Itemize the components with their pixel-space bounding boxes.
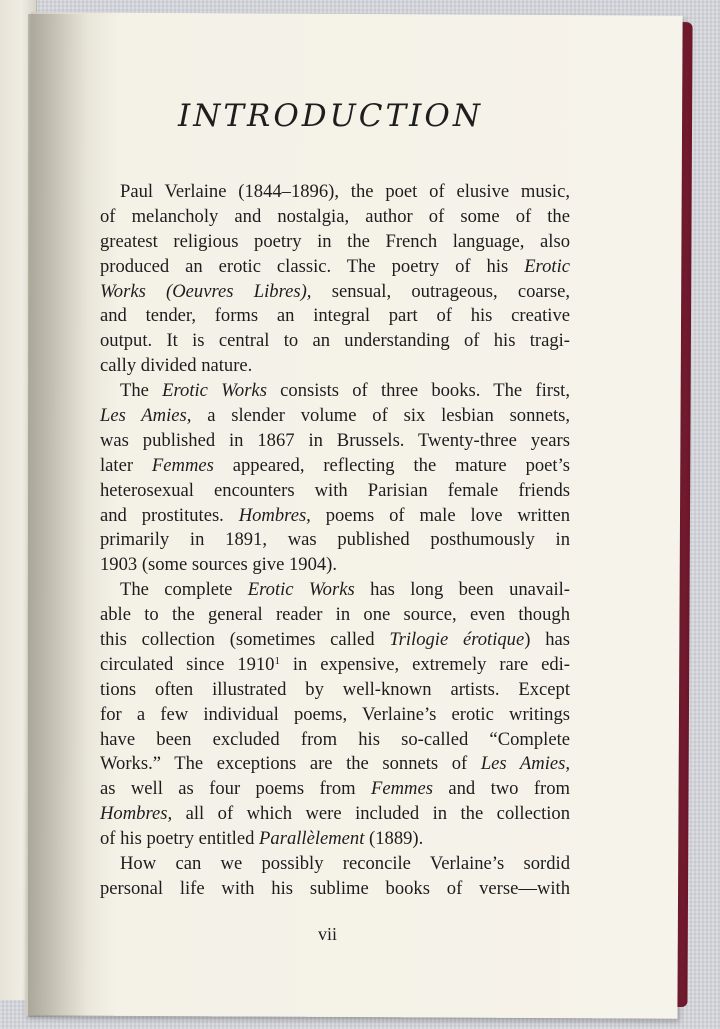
text-line: [100, 603, 570, 628]
text-run: tions often illustrated by well-known artists. Except: [100, 678, 570, 700]
text-line: [100, 354, 570, 379]
text-run: later: [100, 454, 152, 476]
text-line: [100, 777, 570, 802]
text-line: [100, 553, 570, 578]
text-line: [100, 678, 570, 703]
text-line: [100, 703, 570, 728]
introduction-body: [100, 180, 570, 902]
text-line: [100, 230, 570, 255]
text-line: [100, 205, 570, 230]
italic-title: Hombres,: [100, 803, 173, 825]
text-run: sensual, outrageous, coarse,: [311, 280, 570, 302]
text-line: [100, 329, 570, 354]
text-run: personal life with his sublime books of verse—with: [100, 877, 570, 899]
text-line: [100, 255, 570, 280]
text-line: [100, 802, 570, 827]
text-run: have been excluded from his so-called “Complete: [100, 728, 570, 750]
italic-title: Les Amies,: [100, 405, 192, 427]
text-line: [100, 877, 570, 902]
text-run: all of which were included in the collection: [172, 803, 570, 825]
text-run: The: [120, 380, 163, 402]
text-run: able to the general reader in one source, even though: [100, 604, 570, 626]
text-line: [100, 852, 570, 877]
text-run: in expensive, extremely rare edi-: [279, 653, 570, 675]
text-run: 1903 (some sources give 1904).: [100, 554, 338, 576]
text-run: and two from: [432, 778, 570, 800]
text-line: [100, 304, 570, 329]
text-run: and prostitutes.: [100, 504, 239, 526]
italic-title: Erotic Works: [162, 380, 267, 402]
italic-title: Hombres,: [238, 504, 311, 526]
text-run: Works.” The exceptions are the sonnets of: [100, 753, 481, 775]
text-line: [100, 404, 570, 429]
italic-title: Parallèlement: [259, 828, 365, 850]
italic-title: Femmes: [370, 778, 433, 800]
italic-title: Erotic Works: [247, 579, 355, 601]
text-line: [100, 454, 570, 479]
text-run: of melancholy and nostalgia, author of some of the: [100, 205, 570, 227]
text-line: [100, 752, 570, 777]
italic-title: Erotic: [524, 255, 570, 277]
text-run: poems of male love written: [310, 504, 571, 526]
page-number: vii: [318, 924, 338, 944]
text-line: [100, 504, 570, 529]
text-line: [100, 180, 570, 205]
text-run: for a few individual poems, Verlaine’s erotic writings: [100, 703, 570, 725]
text-run: has long been unavail-: [354, 579, 570, 601]
text-run: output. It is central to an understanding of his tragi-: [100, 330, 570, 352]
text-line: [100, 528, 570, 553]
text-run: and tender, forms an integral part of his creative: [100, 305, 570, 327]
text-line: [100, 827, 570, 852]
text-run: consists of three books. The first,: [266, 380, 570, 402]
text-line: [100, 578, 570, 603]
page-title: INTRODUCTION: [178, 98, 483, 134]
text-run: How can we possibly reconcile Verlaine’s sordid: [120, 853, 570, 875]
text-run: cally divided nature.: [100, 355, 253, 377]
text-run: produced an erotic classic. The poetry of his: [100, 255, 525, 277]
text-line: [100, 379, 570, 404]
text-line: [100, 429, 570, 454]
text-line: [100, 280, 570, 305]
text-run: was published in 1867 in Brussels. Twenty-three years: [100, 429, 570, 451]
text-run: greatest religious poetry in the French language, also: [100, 230, 570, 252]
italic-title: Trilogie érotique: [389, 629, 525, 651]
text-run: as well as four poems from: [100, 778, 371, 800]
italic-title: Works (Oeuvres Libres),: [100, 280, 312, 302]
text-run: a slender volume of six lesbian sonnets,: [191, 405, 570, 427]
text-line: [100, 479, 570, 504]
text-run: Paul Verlaine (1844–1896), the poet of elusive music,: [120, 181, 570, 202]
text-line: [100, 653, 570, 678]
text-line: [100, 628, 570, 653]
text-run: circulated since 1910: [100, 653, 275, 675]
text-run: heterosexual encounters with Parisian female friends: [100, 479, 570, 501]
italic-title: Femmes: [151, 454, 214, 476]
text-run: appeared, reflecting the mature poet’s: [213, 454, 570, 476]
footnote-ref: 1: [274, 654, 280, 667]
text-run: The complete: [120, 579, 248, 601]
text-run: ) has: [524, 629, 570, 651]
text-run: of his poetry entitled: [100, 828, 260, 850]
italic-title: Les Amies,: [480, 753, 570, 775]
text-run: primarily in 1891, was published posthumously in: [100, 529, 570, 551]
text-run: this collection (sometimes called: [100, 629, 390, 651]
text-run: (1889).: [364, 828, 424, 850]
text-line: [100, 728, 570, 753]
